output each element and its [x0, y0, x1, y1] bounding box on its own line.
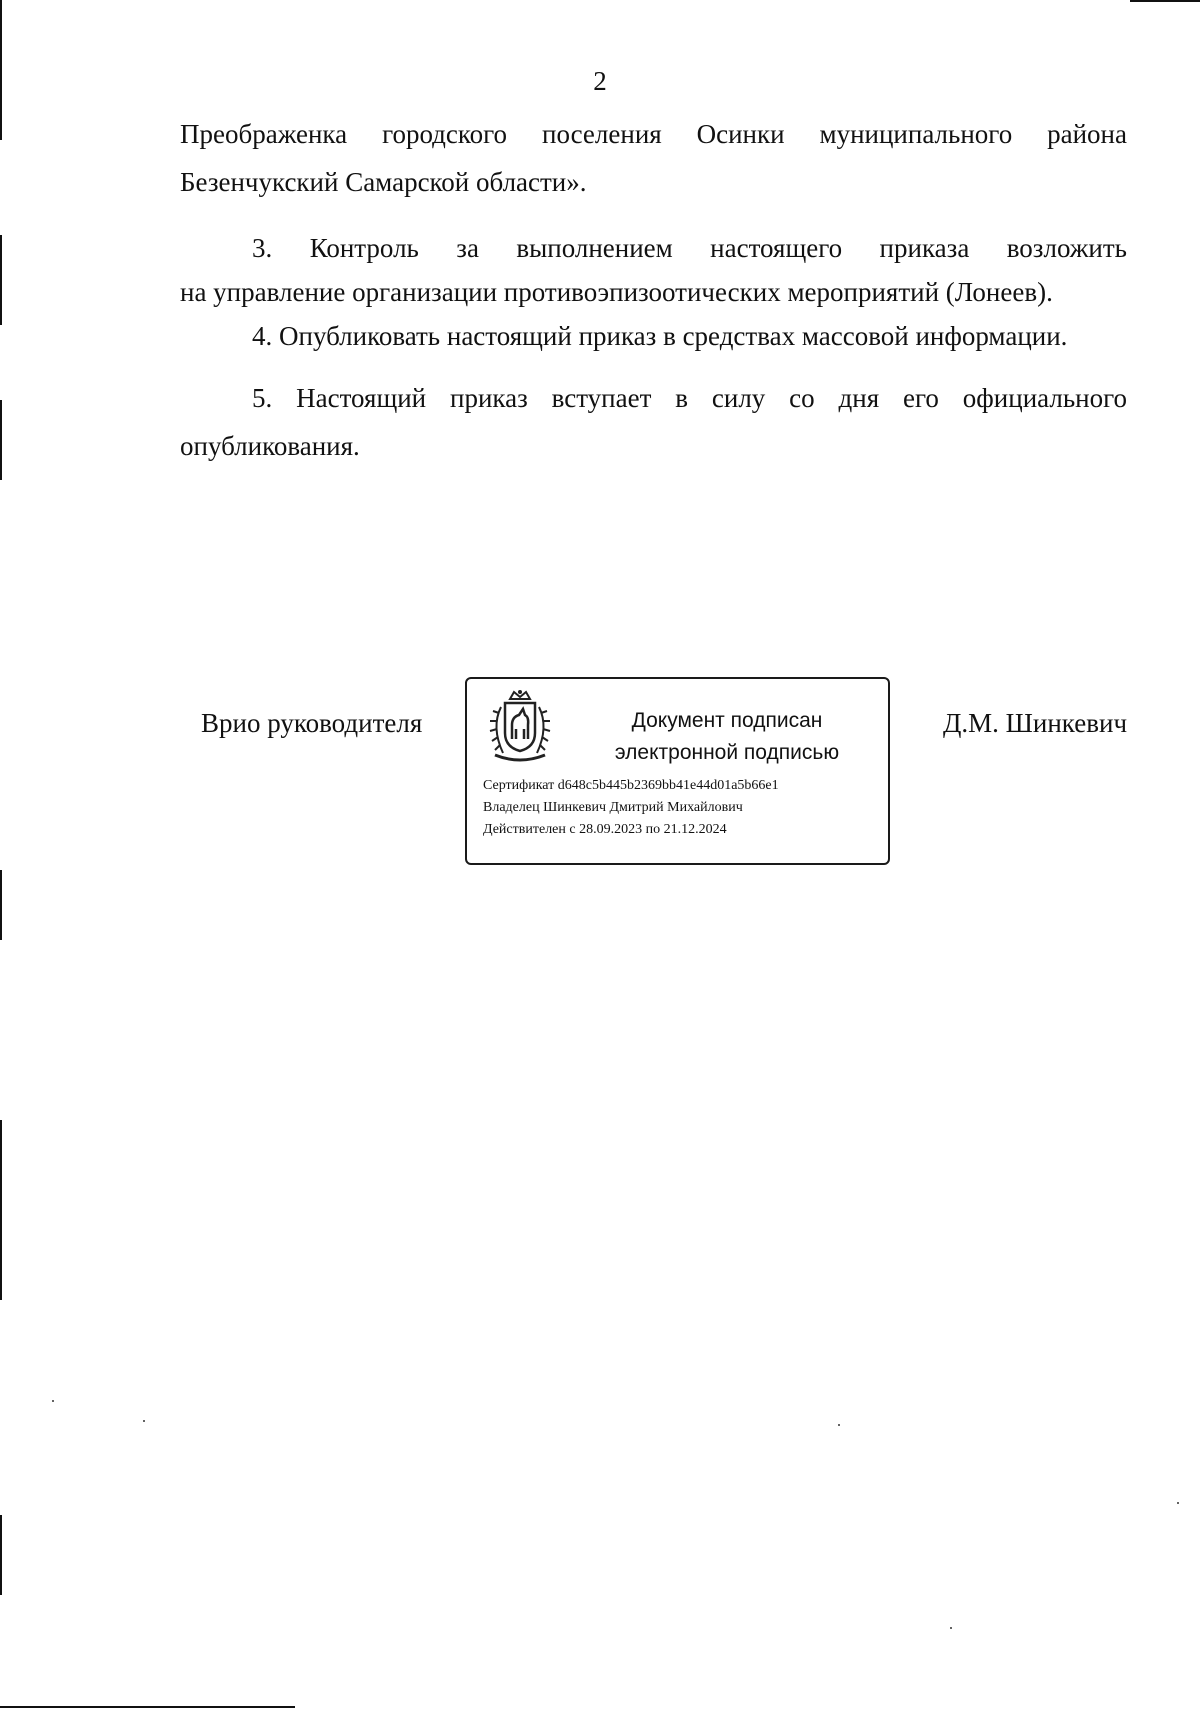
- scan-margin-mark: [0, 1515, 2, 1595]
- stamp-title: [577, 705, 877, 769]
- scan-speck: [950, 1627, 952, 1629]
- paragraph-3-line-2: на управление организации противоэпизоотических мероприятий (Лонеев).: [180, 277, 1053, 307]
- scan-margin-mark: [0, 1120, 2, 1300]
- scan-bottom-rule: [0, 1706, 295, 1708]
- scan-margin-mark: [0, 400, 2, 480]
- stamp-validity: Действителен с 28.09.2023 по 21.12.2024: [483, 822, 727, 837]
- stamp-details: [483, 775, 779, 841]
- signatory-name: Д.М. Шинкевич: [943, 708, 1128, 738]
- stamp-certificate: Сертификат d648c5b445b2369bb41e44d01a5b66e1: [483, 778, 779, 793]
- signatory-role: Врио руководителя: [201, 708, 423, 738]
- scan-speck: [838, 1424, 840, 1426]
- page-number: 2: [593, 66, 607, 96]
- stamp-title-line-1: Документ подписан: [631, 709, 823, 732]
- scan-top-rule: [1130, 0, 1200, 2]
- scan-speck: [1177, 1502, 1179, 1504]
- paragraph-5-line-1: 5. Настоящий приказ вступает в силу со дня его официального: [252, 383, 1127, 413]
- paragraph-continuation-line-2: Безенчукский Самарской области».: [180, 167, 587, 197]
- scan-margin-mark: [0, 870, 2, 940]
- scan-speck: [143, 1420, 145, 1422]
- paragraph-continuation-line-1: Преображенка городского поселения Осинки муниципального района: [180, 119, 1127, 149]
- e-signature-stamp: [465, 677, 890, 865]
- paragraph-5-line-2: опубликования.: [180, 431, 360, 461]
- scan-margin-mark: [0, 235, 2, 325]
- stamp-owner: Владелец Шинкевич Дмитрий Михайлович: [483, 800, 743, 815]
- paragraph-3-line-1: 3. Контроль за выполнением настоящего приказа возложить: [252, 233, 1127, 263]
- coat-of-arms-icon: [485, 689, 555, 765]
- stamp-title-line-2: электронной подписью: [614, 741, 840, 764]
- paragraph-4: 4. Опубликовать настоящий приказ в средствах массовой информации.: [252, 321, 1068, 351]
- scan-speck: [52, 1400, 54, 1402]
